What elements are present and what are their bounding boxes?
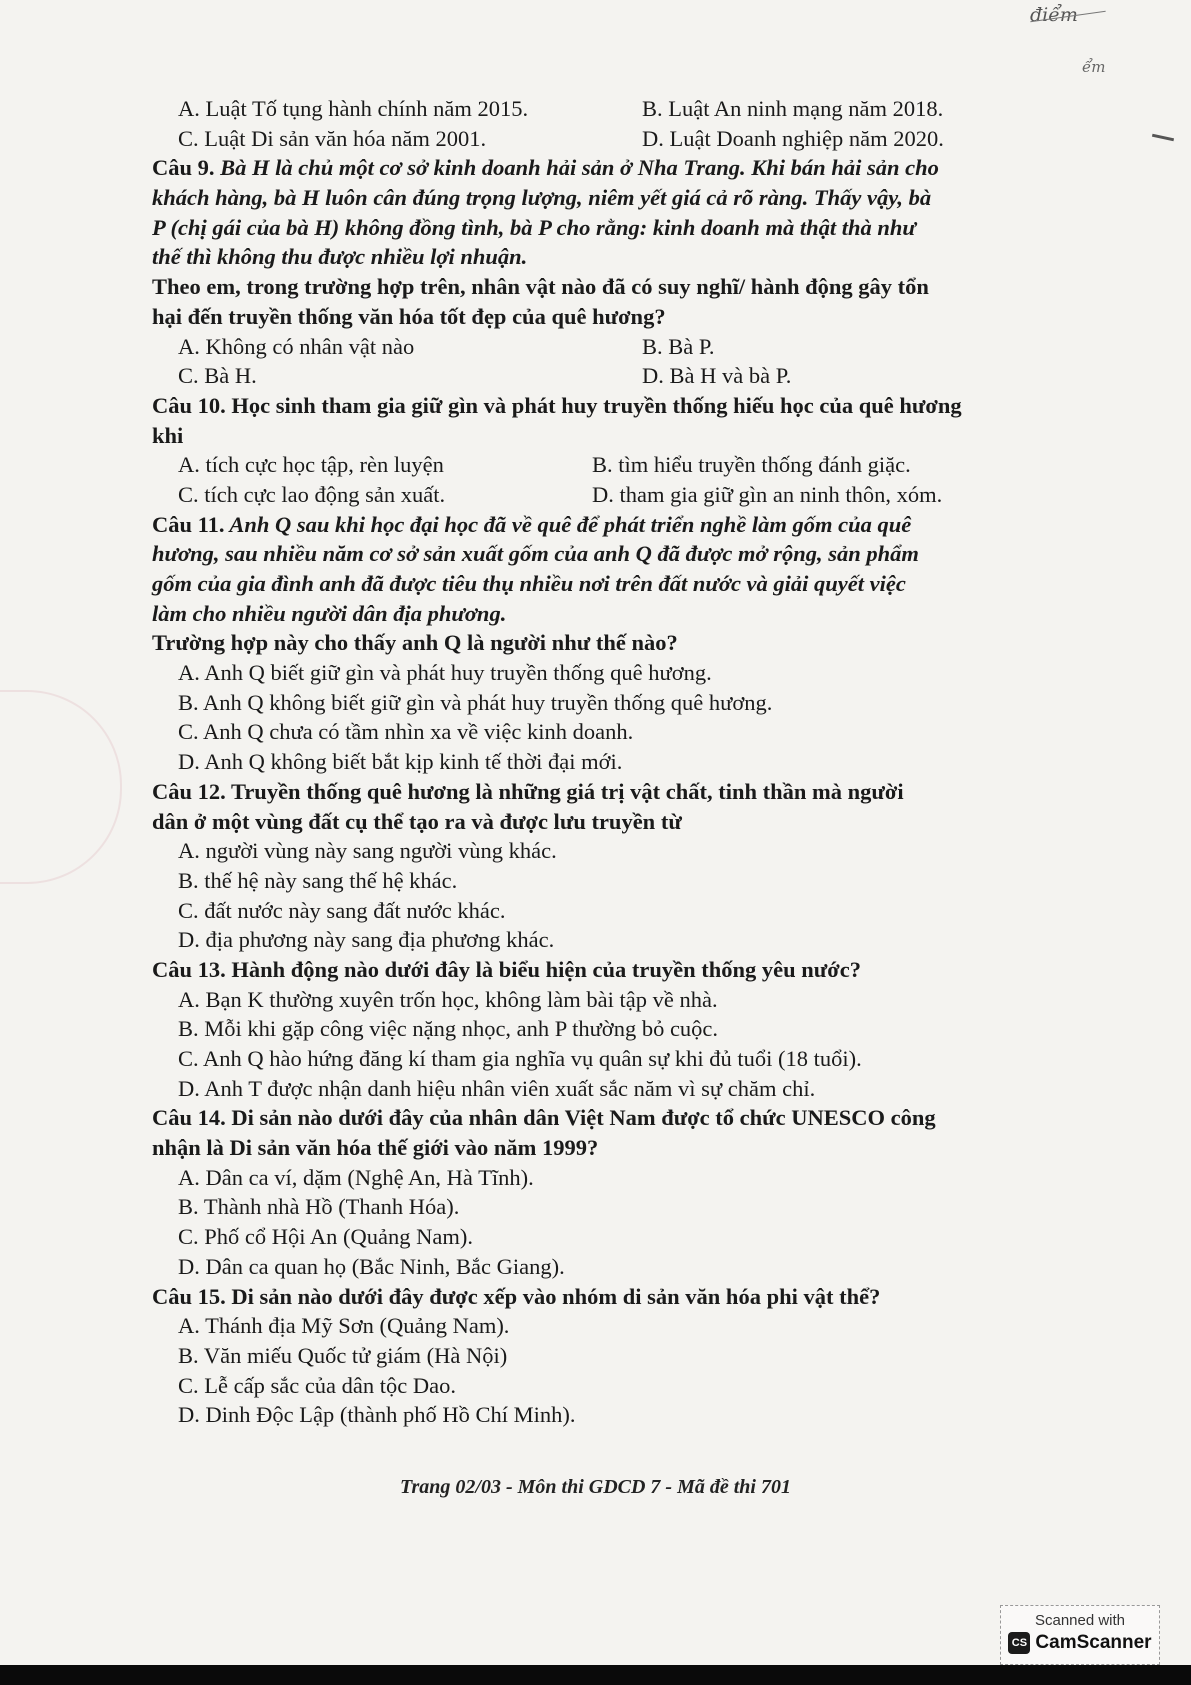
q8-option-a: A. Luật Tố tụng hành chính năm 2015. [178,96,529,121]
q9-option-c: C. Bà H. [178,363,257,389]
q9-scenario-2: khách hàng, bà H luôn cân đúng trọng lượng, niêm yết giá cả rõ ràng. Thấy vậy, bà [152,185,932,211]
q13-option-a: A. Bạn K thường xuyên trốn học, không làm bài tập về nhà. [178,986,718,1012]
q9-option-a: A. Không có nhân vật nào [178,333,415,359]
q9-options-row-1 [152,332,1052,362]
q9-number: Câu 9. [152,155,215,181]
q12-option-a: A. người vùng này sang người vùng khác. [178,838,557,864]
q10-option-a: A. tích cực học tập, rèn luyện [178,452,444,478]
q10-option-b: B. tìm hiểu truyền thống đánh giặc. [592,452,911,478]
camscanner-watermark [1000,1605,1160,1665]
page-footer: Trang 02/03 - Môn thi GDCD 7 - Mã đề thi 701 [400,1476,791,1498]
q8-option-b: B. Luật An ninh mạng năm 2018. [642,96,944,121]
watermark-caption: Scanned with [1034,1612,1126,1629]
q14-option-b: B. Thành nhà Hồ (Thanh Hóa). [178,1194,460,1220]
q8-options-row-2 [152,124,1052,154]
q14-line-1: Câu 14. Di sản nào dưới đây của nhân dân Việt Nam được tổ chức UNESCO công [152,1105,936,1131]
watermark-brand-row [1001,1632,1159,1654]
q10-option-c: C. tích cực lao động sản xuất. [178,481,446,507]
q12-option-b: B. thế hệ này sang thế hệ khác. [178,867,458,893]
q15-option-b: B. Văn miếu Quốc tử giám (Hà Nội) [178,1342,508,1368]
handwritten-note: điểm [1030,4,1078,26]
q9-options-row-2 [152,361,1052,391]
q8-option-d: D. Luật Doanh nghiệp năm 2020. [642,125,944,151]
q11-option-c: C. Anh Q chưa có tầm nhìn xa về việc kinh doanh. [178,719,634,745]
faded-stamp [0,690,122,884]
q11-option-d: D. Anh Q không biết bắt kịp kinh tế thời đại mới. [178,749,623,775]
exam-content [152,94,1052,1430]
q13-option-c: C. Anh Q hào hứng đăng kí tham gia nghĩa vụ quân sự khi đủ tuổi (18 tuổi). [178,1046,862,1071]
q11-line-1 [152,510,1052,540]
q11-option-a: A. Anh Q biết giữ gìn và phát huy truyền thống quê hương. [178,660,712,686]
q9-option-d: D. Bà H và bà P. [642,363,792,389]
q13-option-d: D. Anh T được nhận danh hiệu nhân viên xuất sắc năm vì sự chăm chỉ. [178,1075,816,1101]
q14-option-c: C. Phố cổ Hội An (Quảng Nam). [178,1224,473,1250]
q14-option-a: A. Dân ca ví, dặm (Nghệ An, Hà Tĩnh). [178,1164,534,1190]
q13-line: Câu 13. Hành động nào dưới đây là biểu hiện của truyền thống yêu nước? [152,956,861,982]
q8-options-row-1 [152,94,1052,124]
q10-options-row-2 [152,480,1052,510]
handwritten-note-fragment: ểm [1082,58,1106,76]
q10-line-2: khi [152,422,184,448]
q11-scenario-2: hương, sau nhiều năm cơ sở sản xuất gốm của anh Q đã được mở rộng, sản phẩm [152,541,919,567]
q11-scenario-3: gốm của gia đình anh đã được tiêu thụ nhiều nơi trên đất nước và giải quyết việc [152,571,906,596]
q8-option-c: C. Luật Di sản văn hóa năm 2001. [178,125,487,151]
q12-option-d: D. địa phương này sang địa phương khác. [178,927,555,953]
q11-scenario-1: Anh Q sau khi học đại học đã về quê để phát triển nghề làm gốm của quê [224,511,912,537]
q9-line-1 [152,153,1052,183]
q9-option-b: B. Bà P. [642,333,715,359]
q15-option-c: C. Lễ cấp sắc của dân tộc Dao. [178,1372,456,1398]
q15-line: Câu 15. Di sản nào dưới đây được xếp vào nhóm di sản văn hóa phi vật thể? [152,1283,881,1309]
page-edge-mark [1152,134,1174,142]
q9-question-2: hại đến truyền thống văn hóa tốt đẹp của quê hương? [152,303,666,329]
q10-line-1: Câu 10. Học sinh tham gia giữ gìn và phát huy truyền thống hiếu học của quê hương [152,392,962,418]
q9-scenario-1: Bà H là chủ một cơ sở kinh doanh hải sản ở Nha Trang. Khi bán hải sản cho [214,155,939,181]
q11-option-b: B. Anh Q không biết giữ gìn và phát huy truyền thống quê hương. [178,689,773,715]
q11-scenario-4: làm cho nhiều người dân địa phương. [152,600,507,626]
q9-question-1: Theo em, trong trường hợp trên, nhân vật nào đã có suy nghĩ/ hành động gây tổn [152,274,929,300]
q9-scenario-4: thế thì không thu được nhiều lợi nhuận. [152,244,528,270]
scan-bottom-edge [0,1665,1191,1685]
q12-line-1: Câu 12. Truyền thống quê hương là những giá trị vật chất, tinh thần mà người [152,778,904,804]
q14-option-d: D. Dân ca quan họ (Bắc Ninh, Bắc Giang). [178,1253,565,1279]
q13-option-b: B. Mỗi khi gặp công việc nặng nhọc, anh P thường bỏ cuộc. [178,1016,719,1042]
q12-option-c: C. đất nước này sang đất nước khác. [178,897,506,923]
q12-line-2: dân ở một vùng đất cụ thể tạo ra và được lưu truyền từ [152,808,682,834]
q10-options-row-1 [152,450,1052,480]
watermark-brand: CamScanner [1035,1632,1152,1653]
q11-number: Câu 11. [152,511,225,537]
camscanner-logo-icon: CS [1008,1632,1030,1654]
q9-scenario-3: P (chị gái của bà H) không đồng tình, bà P cho rằng: kinh doanh mà thật thà như [152,214,916,240]
q15-option-a: A. Thánh địa Mỹ Sơn (Quảng Nam). [178,1313,510,1339]
q11-question: Trường hợp này cho thấy anh Q là người như thế nào? [152,630,678,656]
q10-option-d: D. tham gia giữ gìn an ninh thôn, xóm. [592,481,943,507]
q14-line-2: nhận là Di sản văn hóa thế giới vào năm 1999? [152,1135,599,1161]
q15-option-d: D. Dinh Độc Lập (thành phố Hồ Chí Minh). [178,1402,576,1428]
